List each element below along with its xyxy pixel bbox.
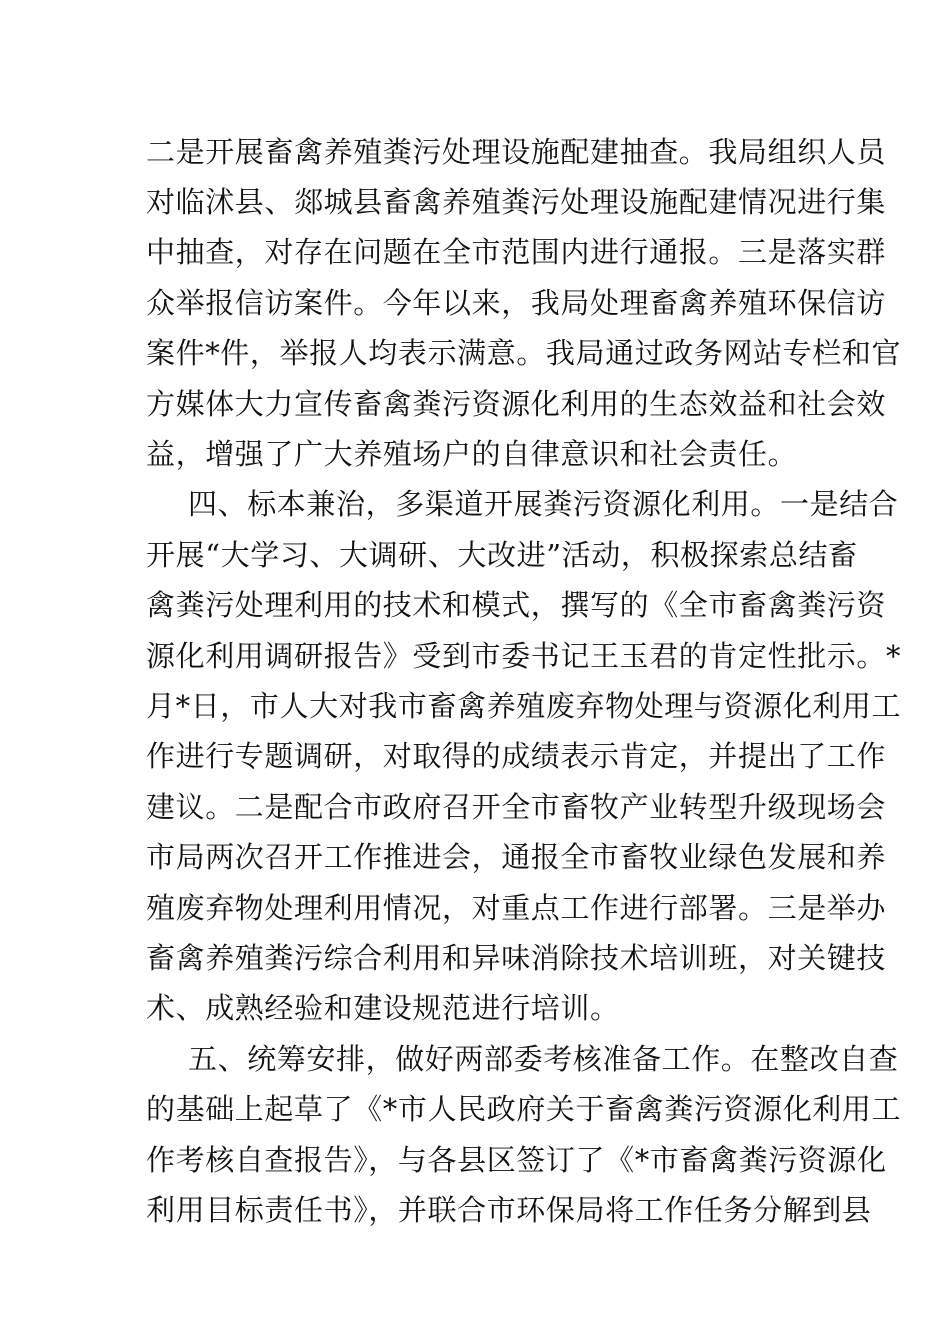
paragraph-heading-4: 四、标本兼治，多渠道开展粪污资源化利用。一是结合	[188, 487, 899, 521]
text-line: 月*日，市人大对我市畜禽养殖废弃物处理与资源化利用工	[146, 689, 902, 723]
text-line: 建议。二是配合市政府召开全市畜牧产业转型升级现场会	[146, 790, 887, 824]
text-line: 的基础上起草了《*市人民政府关于畜禽粪污资源化利用工	[146, 1092, 902, 1126]
text-line: 作考核自查报告》，与各县区签订了《*市畜禽粪污资源化	[146, 1143, 887, 1177]
text-line: 方媒体大力宣传畜禽粪污资源化利用的生态效益和社会效	[146, 387, 887, 421]
paragraph-heading-5: 五、统筹安排，做好两部委考核准备工作。在整改自查	[188, 1042, 899, 1076]
text-line: 禽粪污处理利用的技术和模式，撰写的《全市畜禽粪污资	[146, 588, 887, 622]
text-line: 益，增强了广大养殖场户的自律意识和社会责任。	[146, 437, 798, 471]
text-line: 对临沭县、郯城县畜禽养殖粪污处理设施配建情况进行集	[146, 185, 887, 219]
text-line: 利用目标责任书》，并联合市环保局将工作任务分解到县	[146, 1193, 872, 1227]
text-line: 市局两次召开工作推进会，通报全市畜牧业绿色发展和养	[146, 840, 887, 874]
text-line: 开展“大学习、大调研、大改进”活动，积极探索总结畜	[146, 538, 858, 572]
text-line: 案件*件，举报人均表示满意。我局通过政务网站专栏和官	[146, 336, 902, 370]
text-line: 殖废弃物处理利用情况，对重点工作进行部署。三是举办	[146, 891, 887, 925]
text-line: 作进行专题调研，对取得的成绩表示肯定，并提出了工作	[146, 739, 887, 773]
text-line: 术、成熟经验和建设规范进行培训。	[146, 991, 620, 1025]
text-line: 二是开展畜禽养殖粪污处理设施配建抽查。我局组织人员	[146, 135, 887, 169]
text-line: 畜禽养殖粪污综合利用和异味消除技术培训班，对关键技	[146, 941, 887, 975]
text-line: 众举报信访案件。今年以来，我局处理畜禽养殖环保信访	[146, 286, 887, 320]
text-line: 中抽查，对存在问题在全市范围内进行通报。三是落实群	[146, 235, 887, 269]
text-line: 源化利用调研报告》受到市委书记王玉君的肯定性批示。*	[146, 639, 902, 673]
